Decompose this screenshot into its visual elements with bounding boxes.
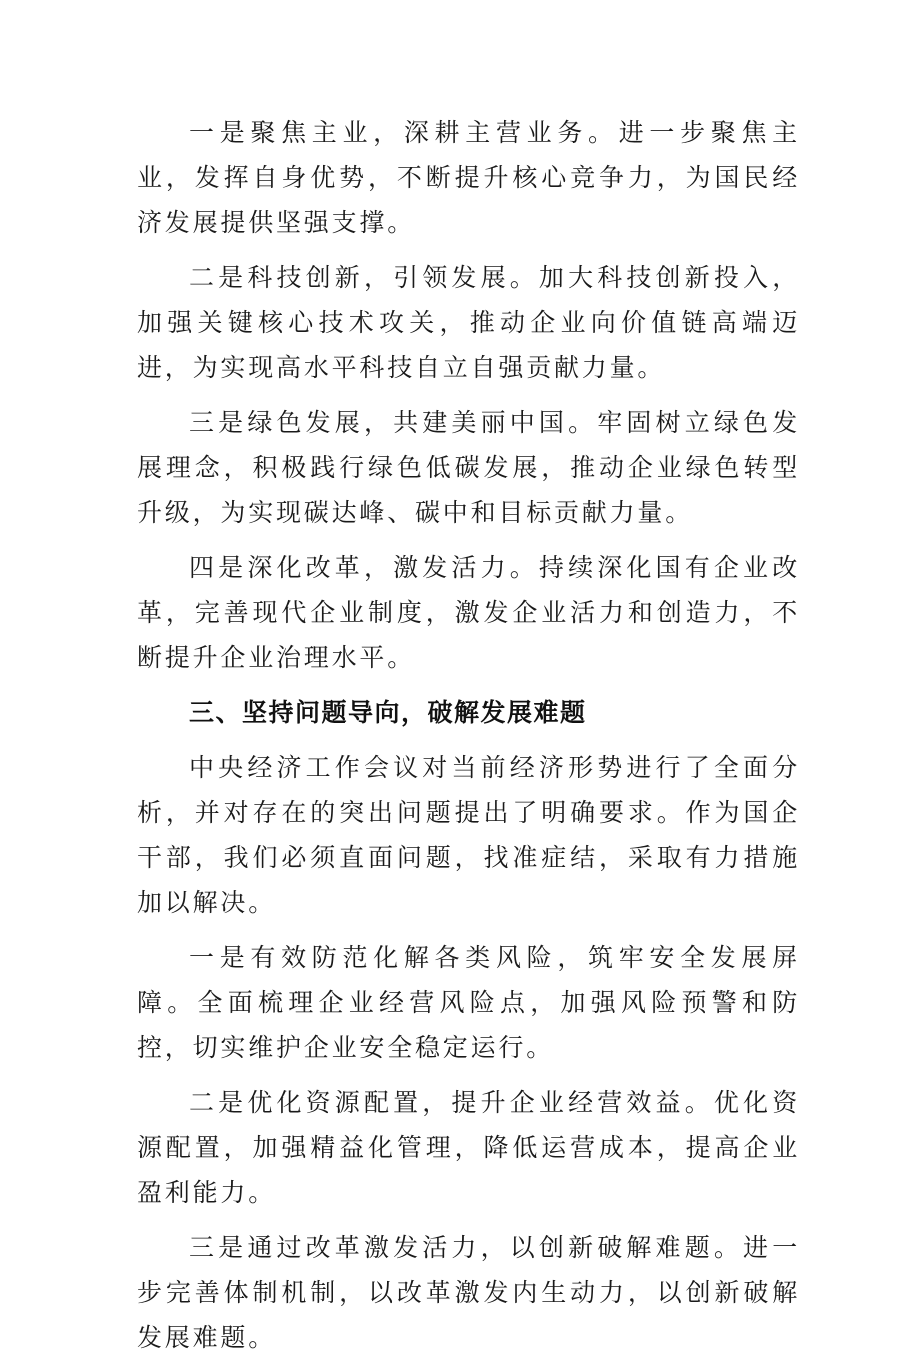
paragraph-economic-situation: 中央经济工作会议对当前经济形势进行了全面分析，并对存在的突出问题提出了明确要求。作为国企干部，我们必须直面问题，找准症结，采取有力措施加以解决。 [137,753,800,917]
paragraph-risk-prevention: 一是有效防范化解各类风险，筑牢安全发展屏障。全面梳理企业经营风险点，加强风险预警和防控，切实维护企业安全稳定运行。 [137,943,800,1062]
paragraph-resource-allocation: 二是优化资源配置，提升企业经营效益。优化资源配置，加强精益化管理，降低运营成本，提高企业盈利能力。 [137,1088,800,1207]
paragraph-deepen-reform: 四是深化改革，激发活力。持续深化国有企业改革，完善现代企业制度，激发企业活力和创造力，不断提升企业治理水平。 [137,553,800,672]
paragraph-reform-innovation: 三是通过改革激发活力，以创新破解难题。进一步完善体制机制，以改革激发内生动力，以创新破解发展难题。 [137,1233,800,1352]
paragraph-green-development: 三是绿色发展，共建美丽中国。牢固树立绿色发展理念，积极践行绿色低碳发展，推动企业绿色转型升级，为实现碳达峰、碳中和目标贡献力量。 [137,408,800,527]
paragraph-tech-innovation: 二是科技创新，引领发展。加大科技创新投入，加强关键核心技术攻关，推动企业向价值链高端迈进，为实现高水平科技自立自强贡献力量。 [137,263,800,382]
document-body [137,110,800,1370]
section-heading: 三、坚持问题导向，破解发展难题 [189,698,587,727]
paragraph-focus-main-business: 一是聚焦主业，深耕主营业务。进一步聚焦主业，发挥自身优势，不断提升核心竞争力，为国民经济发展提供坚强支撑。 [137,118,800,237]
